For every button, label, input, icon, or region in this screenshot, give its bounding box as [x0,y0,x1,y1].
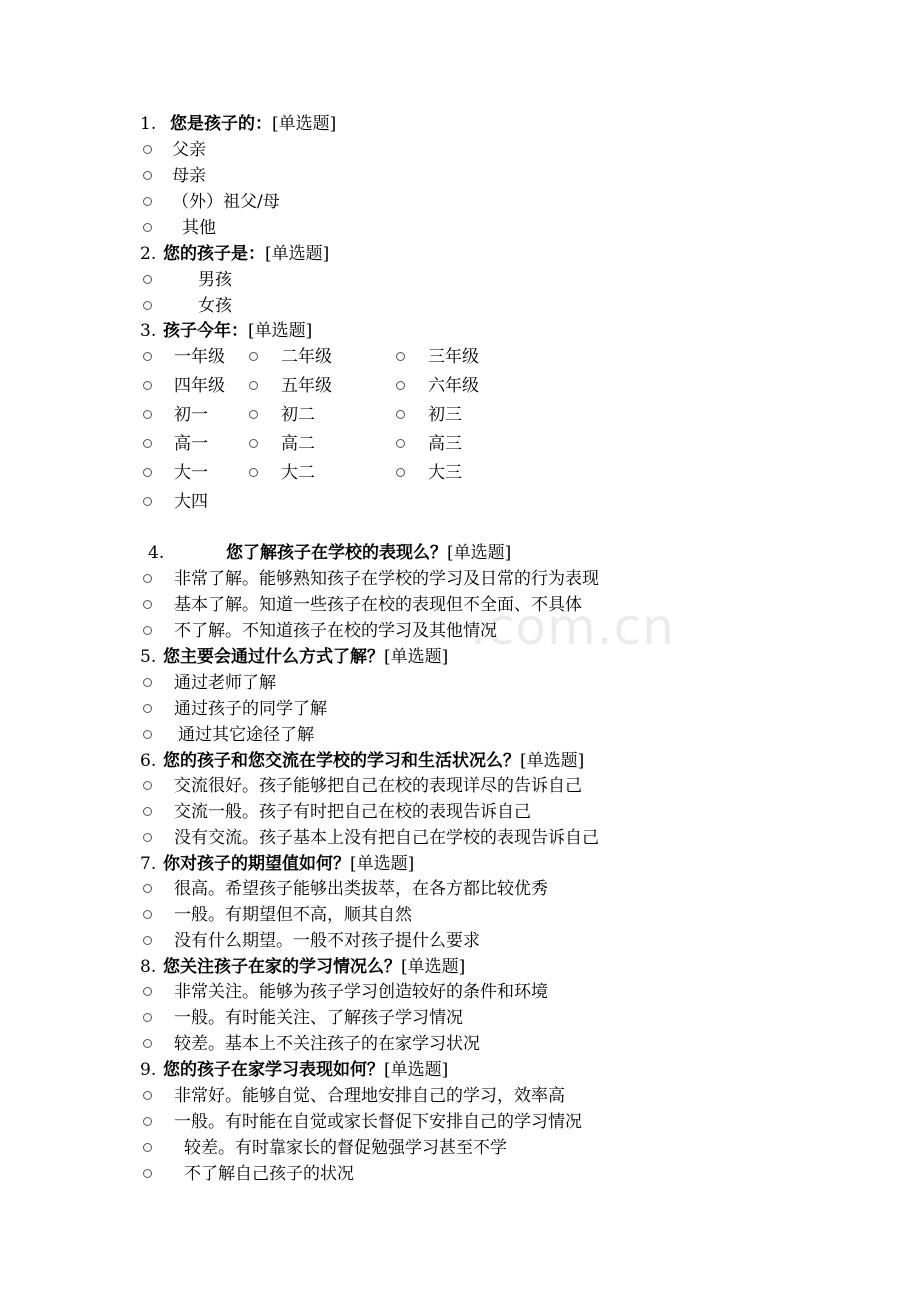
question-9-option[interactable] [0,1083,654,1109]
question-4-heading [0,540,920,566]
radio-button[interactable] [143,807,152,816]
radio-button[interactable] [396,352,405,361]
option-label: 高三 [428,434,462,454]
question-number: 8. [140,957,157,977]
option-label: 初二 [281,405,315,425]
radio-button[interactable] [143,987,152,996]
question-6-heading [0,748,920,774]
question-title [226,540,511,566]
watermark: .com.cn [470,598,675,656]
question-title [163,851,414,877]
question-8-option[interactable] [0,1031,654,1057]
question-number: 7. [140,854,157,874]
question-1-heading [0,111,920,137]
radio-button[interactable] [143,600,152,609]
radio-button[interactable] [143,1117,152,1126]
question-3-option[interactable] [0,344,908,370]
question-3-option[interactable] [0,489,654,515]
question-title [163,241,329,267]
radio-button[interactable] [396,410,405,419]
radio-button[interactable] [143,910,152,919]
question-8-option[interactable] [0,1005,654,1031]
radio-button[interactable] [143,1143,152,1152]
option-label: 高二 [281,434,315,454]
option-label: 非常关注。能够为孩子学习创造较好的条件和环境 [174,982,548,1002]
option-label: 男孩 [198,270,232,290]
option-label: 通过其它途径了解 [178,725,314,745]
question-1-option[interactable] [0,189,652,215]
option-label: 其他 [182,218,216,238]
question-9-heading [0,1057,920,1083]
question-title-text: 孩子今年： [163,321,248,341]
question-type-tag: [单选题] [265,244,330,264]
option-label: 没有交流。孩子基本上没有把自己在学校的表现告诉自己 [174,828,599,848]
option-label: 基本了解。知道一些孩子在校的表现但不全面、不具体 [174,595,582,615]
question-type-tag: [单选题] [350,854,415,874]
question-title [163,1057,448,1083]
question-4-option[interactable] [0,566,654,592]
question-9-option[interactable] [0,1161,664,1187]
radio-button[interactable] [143,781,152,790]
question-number: 6. [140,751,157,771]
option-label: 没有什么期望。一般不对孩子提什么要求 [174,931,480,951]
option-label: 一年级 [174,347,225,367]
question-title [163,954,465,980]
option-label: 大二 [281,463,315,483]
radio-button[interactable] [143,301,152,310]
question-type-tag: [单选题] [248,321,313,341]
option-label: 较差。基本上不关注孩子的在家学习状况 [174,1034,480,1054]
option-label: 六年级 [428,376,479,396]
question-type-tag: [单选题] [447,543,512,563]
radio-button[interactable] [143,275,152,284]
question-7-option[interactable] [0,902,654,928]
option-label: 父亲 [172,140,206,160]
question-type-tag: [单选题] [401,957,466,977]
question-title-text: 您的孩子在家学习表现如何？ [163,1060,384,1080]
question-number: 1. [140,114,157,134]
radio-button[interactable] [143,171,152,180]
question-title-text: 您的孩子是： [163,244,265,264]
question-type-tag: [单选题] [384,1060,449,1080]
option-label: 交流一般。孩子有时把自己在校的表现告诉自己 [174,802,531,822]
option-label: 通过孩子的同学了解 [174,699,327,719]
question-5-heading [0,644,920,670]
question-7-option[interactable] [0,928,654,954]
question-title [170,111,336,137]
option-label: 非常好。能够自觉、合理地安排自己的学习，效率高 [174,1086,565,1106]
option-label: 较差。有时靠家长的督促勉强学习甚至不学 [184,1138,507,1158]
question-1-option[interactable] [0,163,652,189]
option-label: 高一 [174,434,208,454]
option-label: 女孩 [198,296,232,316]
question-8-heading [0,954,920,980]
radio-button[interactable] [143,626,152,635]
question-3-option[interactable] [0,402,908,428]
question-number: 5. [140,647,157,667]
option-label: 非常了解。能够熟知孩子在学校的学习及日常的行为表现 [174,569,599,589]
option-label: 不了解。不知道孩子在校的学习及其他情况 [174,621,497,641]
option-label: 交流很好。孩子能够把自己在校的表现详尽的告诉自己 [174,776,582,796]
option-label: 一般。有期望但不高，顺其自然 [174,905,412,925]
question-number: 4. [148,543,165,563]
radio-button[interactable] [143,1091,152,1100]
question-3-option[interactable] [0,373,908,399]
option-label: 不了解自己孩子的状况 [184,1164,354,1184]
option-label: 大一 [174,463,208,483]
question-title [163,748,584,774]
option-label: 母亲 [172,166,206,186]
option-label: 初三 [428,405,462,425]
question-number: 3. [140,321,157,341]
radio-button[interactable] [143,1169,152,1178]
question-title-text: 您了解孩子在学校的表现么？ [226,543,447,563]
question-number: 9. [140,1060,157,1080]
option-label: 四年级 [174,376,225,396]
question-5-option[interactable] [0,670,654,696]
option-label: 一般。有时能关注、了解孩子学习情况 [174,1008,463,1028]
question-title-text: 您关注孩子在家的学习情况么？ [163,957,401,977]
radio-button[interactable] [396,468,405,477]
question-2-option[interactable] [0,293,678,319]
option-label: （外）祖父/母 [172,192,280,212]
question-5-option[interactable] [0,722,658,748]
question-6-option[interactable] [0,799,654,825]
question-9-option[interactable] [0,1109,654,1135]
radio-button[interactable] [143,884,152,893]
option-label: 大四 [174,492,208,512]
question-7-option[interactable] [0,876,654,902]
question-2-option[interactable] [0,267,678,293]
question-8-option[interactable] [0,979,654,1005]
radio-button[interactable] [143,678,152,687]
question-2-heading [0,241,920,267]
option-label: 很高。希望孩子能够出类拔萃，在各方都比较优秀 [174,879,548,899]
question-type-tag: [单选题] [384,647,449,667]
radio-button[interactable] [143,145,152,154]
question-type-tag: [单选题] [272,114,337,134]
question-3-option[interactable] [0,431,908,457]
option-label: 一般。有时能在自觉或家长督促下安排自己的学习情况 [174,1112,582,1132]
radio-button[interactable] [143,197,152,206]
question-1-option[interactable] [0,215,662,241]
question-title-text: 您的孩子和您交流在学校的学习和生活状况么？ [163,751,520,771]
question-3-heading [0,318,920,344]
question-title [163,644,448,670]
radio-button[interactable] [143,833,152,842]
question-7-heading [0,851,920,877]
question-title-text: 您是孩子的： [170,114,272,134]
radio-button[interactable] [396,381,405,390]
option-label: 三年级 [428,347,479,367]
question-title-text: 您主要会通过什么方式了解？ [163,647,384,667]
radio-button[interactable] [143,1039,152,1048]
question-6-option[interactable] [0,825,654,851]
question-5-option[interactable] [0,696,654,722]
question-3-option[interactable] [0,460,908,486]
question-number: 2. [140,244,157,264]
radio-button[interactable] [143,704,152,713]
question-1-option[interactable] [0,137,652,163]
question-title [163,318,312,344]
radio-button[interactable] [143,574,152,583]
option-label: 五年级 [281,376,332,396]
question-9-option[interactable] [0,1135,664,1161]
option-label: 二年级 [281,347,332,367]
radio-button[interactable] [143,936,152,945]
question-6-option[interactable] [0,773,654,799]
option-label: 初一 [174,405,208,425]
option-label: 大三 [428,463,462,483]
radio-button[interactable] [143,730,152,739]
radio-button[interactable] [143,1013,152,1022]
radio-button[interactable] [143,223,152,232]
question-title-text: 你对孩子的期望值如何？ [163,854,350,874]
question-type-tag: [单选题] [520,751,585,771]
radio-button[interactable] [143,497,152,506]
radio-button[interactable] [396,439,405,448]
option-label: 通过老师了解 [174,673,276,693]
